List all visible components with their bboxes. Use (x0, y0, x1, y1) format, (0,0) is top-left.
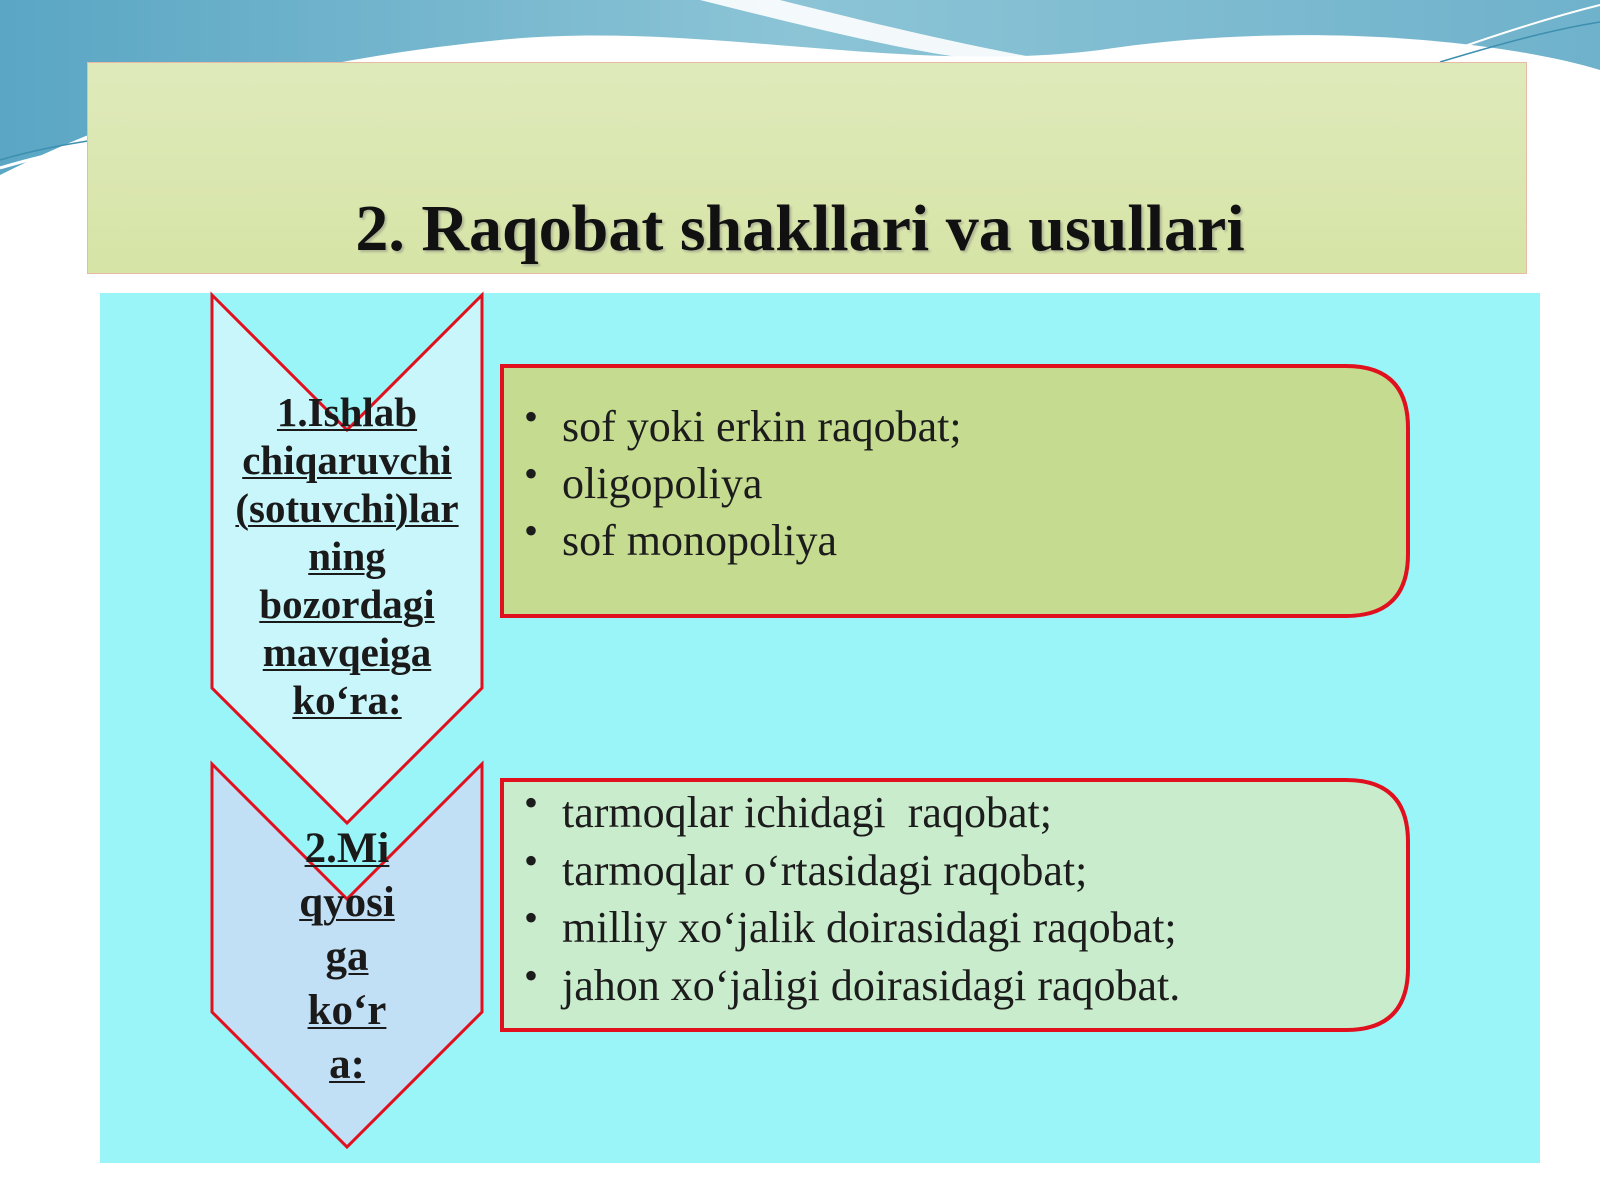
category-items-2 (524, 784, 1180, 1014)
list-item: • milliy xo‘jalik doirasidagi raqobat; (524, 899, 1180, 957)
category-label-line: ko‘r (307, 987, 387, 1034)
list-item: • sof monopoliya (524, 512, 962, 569)
category-label-line: ko‘ra: (292, 677, 402, 723)
category-label-line: chiqaruvchi (242, 437, 452, 483)
list-item: • tarmoqlar o‘rtasidagi raqobat; (524, 842, 1180, 900)
category-label-line: ning (308, 533, 386, 579)
category-label-line: 2.Mi (304, 825, 390, 872)
category-label-2 (212, 822, 482, 1092)
category-label-line: (sotuvchi)lar (235, 485, 459, 531)
category-label-line: 1.Ishlab (276, 389, 418, 435)
category-items-1 (524, 398, 962, 569)
category-label-line: ga (325, 933, 369, 980)
list-item: • sof yoki erkin raqobat; (524, 398, 962, 455)
category-label-1 (212, 388, 482, 724)
category-label-line: qyosi (299, 879, 395, 926)
list-item: • jahon xo‘jaligi doirasidagi raqobat. (524, 957, 1180, 1015)
category-label-line: bozordagi (259, 581, 435, 627)
slide-title: 2. Raqobat shakllari va usullari (355, 192, 1245, 265)
category-label-line: mavqeiga (262, 629, 432, 675)
category-label-line: a: (329, 1041, 365, 1088)
list-item: • oligopoliya (524, 455, 962, 512)
list-item: • tarmoqlar ichidagi raqobat; (524, 784, 1180, 842)
